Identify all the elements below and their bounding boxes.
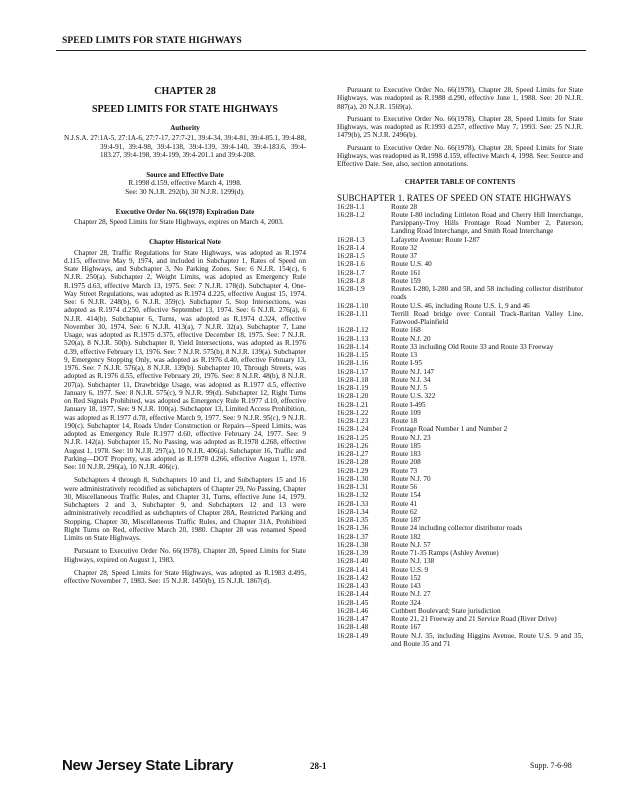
- toc-section-title: Route 182: [391, 532, 421, 541]
- toc-section-title: Route 73: [391, 466, 418, 475]
- toc-section-number: 16:28-1.14: [337, 342, 369, 351]
- toc-section-number: 16:28-1.16: [337, 359, 369, 368]
- toc-section-number: 16:28-1.12: [337, 326, 369, 335]
- history-paragraph-3: Pursuant to Executive Order No. 66(1978), Chapter 28, Speed Limits for State Highways, expired on August 1, 1983.: [64, 547, 306, 564]
- toc-section-number: 16:28-1.13: [337, 334, 369, 343]
- toc-entry: [337, 236, 583, 244]
- toc-section-title: Terrill Road bridge over Conrail Track-Raritan Valley Line, Fanwood-Plainfield: [391, 309, 583, 326]
- toc-section-title: Route 32: [391, 243, 418, 252]
- history-paragraph-2: Subchapters 4 through 8, Subchapters 10 and 11, and Subchapters 15 and 16 were administratively recodified as subchapters of Chapter 29, No Passing, Chapter 30, Miscellaneous Traffic Rules, and Chapter 31, Turns, effective June 14, 1979. Subchapters 2 and 3, Subchapter 9, and Subchapters 12 and 13 were administratively recodified as subchapters of Chapter 28A, Restricted Parking and Stopping, Chapter 30, Miscellaneous Traffic Rules, and Chapter 31A, Prohibited Right Turns on Red, effective March 20, 1980. Chapter 28 was renamed Speed Limits on State Highways.: [64, 476, 306, 542]
- toc-section-number: 16:28-1.25: [337, 433, 369, 442]
- toc-section-number: 16:28-1.46: [337, 606, 369, 615]
- toc-section-title: Route N.J. 20: [391, 334, 431, 343]
- toc-section-title: Route 21, 21 Freeway and 21 Service Road (River Drive): [391, 615, 557, 623]
- toc-section-title: Route 167: [391, 623, 421, 632]
- exec-order-text: Chapter 28, Speed Limits for State Highways, expires on March 4, 2003.: [74, 218, 284, 226]
- toc-section-title: Route 13: [391, 351, 418, 359]
- toc-section-title: Route 41: [391, 499, 418, 508]
- toc-section-number: 16:28-1.38: [337, 540, 369, 549]
- toc-section-number: 16:28-1.32: [337, 491, 369, 500]
- library-stamp: New Jersey State Library: [62, 757, 234, 774]
- toc-entry: [337, 599, 583, 607]
- history-heading: Chapter Historical Note: [149, 238, 221, 247]
- toc-section-number: 16:28-1.3: [337, 235, 365, 244]
- toc-section-title: Route 28: [391, 202, 418, 211]
- toc-entry: [337, 549, 583, 557]
- toc-section-number: 16:28-1.8: [337, 276, 365, 285]
- chapter-title: SPEED LIMITS FOR STATE HIGHWAYS: [92, 104, 278, 115]
- toc-entry: [337, 442, 583, 450]
- toc-section-number: 16:28-1.4: [337, 243, 365, 252]
- toc-entry: [337, 500, 583, 508]
- toc-section-number: 16:28-1.36: [337, 524, 369, 533]
- toc-section-number: 16:28-1.18: [337, 375, 369, 384]
- toc-section-number: 16:28-1.44: [337, 590, 369, 599]
- toc-section-number: 16:28-1.29: [337, 466, 369, 475]
- toc-section-number: 16:28-1.45: [337, 598, 369, 607]
- toc-entry: [337, 483, 583, 491]
- toc-section-title: Lafayette Avenue: Route I-287: [391, 235, 480, 244]
- toc-section-number: 16:28-1.17: [337, 367, 369, 376]
- toc-section-number: 16:28-1.28: [337, 458, 369, 467]
- chapter-number: CHAPTER 28: [154, 86, 216, 97]
- toc-section-title: Route 154: [391, 491, 421, 500]
- toc-section-title: Route N.J. 35, including Higgins Avenue, Route U.S. 9 and 35, and Route 35 and 71: [391, 631, 583, 648]
- toc-entry: [337, 425, 583, 433]
- toc-section-title: Route 187: [391, 516, 421, 524]
- readoption-note-2: Pursuant to Executive Order No. 66(1978), Chapter 28, Speed Limits for State Highways, was readopted as R.1993 d.257, effective May 7, 1993. See: 25 N.J.R. 1479(b), 25 N.J.R. 2496(b).: [337, 114, 583, 140]
- toc-section-number: 16:28-1.43: [337, 582, 369, 590]
- toc-section-title: Route N.J. 34: [391, 375, 431, 384]
- table-of-contents: [337, 203, 583, 649]
- source-line-2: See: 30 N.J.R. 292(b), 30 N.J.R. 1299(d).: [125, 187, 245, 196]
- toc-section-number: 16:28-1.48: [337, 623, 369, 632]
- toc-entry: [337, 368, 583, 376]
- toc-entry: [337, 607, 583, 615]
- toc-section-number: 16:28-1.30: [337, 474, 369, 483]
- toc-section-title: Route 183: [391, 450, 421, 458]
- toc-section-number: 16:28-1.24: [337, 425, 369, 434]
- toc-section-number: 16:28-1.2: [337, 210, 365, 219]
- toc-entry: [337, 359, 583, 367]
- toc-entry: [337, 475, 583, 483]
- toc-section-number: 16:28-1.9: [337, 285, 365, 293]
- toc-entry: [337, 615, 583, 623]
- history-paragraph-4: Chapter 28, Speed Limits for State Highways, was adopted as R.1983 d.495, effective November 7, 1983. See: 15 N.J.R. 1450(b), 15 N.J.R. 1867(d).: [64, 568, 306, 585]
- toc-entry: [337, 285, 583, 302]
- toc-entry: [337, 450, 583, 458]
- toc-entry: [337, 302, 583, 310]
- toc-section-number: 16:28-1.35: [337, 516, 369, 524]
- toc-section-number: 16:28-1.11: [337, 309, 369, 318]
- left-column: [64, 84, 306, 585]
- toc-entry: [337, 260, 583, 268]
- toc-entry: [337, 516, 583, 524]
- authority-heading: Authority: [170, 124, 200, 132]
- toc-section-number: 16:28-1.10: [337, 301, 369, 310]
- toc-section-title: Route 18: [391, 417, 418, 425]
- toc-entry: [337, 252, 583, 260]
- toc-section-number: 16:28-1.37: [337, 532, 369, 541]
- toc-entry: [337, 434, 583, 442]
- toc-section-number: 16:28-1.39: [337, 549, 369, 557]
- toc-section-title: Route I-95: [391, 359, 422, 368]
- toc-section-title: Route 71-35 Ramps (Ashley Avenue): [391, 549, 499, 557]
- toc-section-title: Route U.S. 40: [391, 260, 432, 269]
- toc-section-number: 16:28-1.5: [337, 252, 365, 260]
- toc-section-title: Route I-495: [391, 400, 426, 409]
- toc-entry: [337, 632, 583, 649]
- right-column: [337, 84, 583, 648]
- toc-section-title: Route 109: [391, 408, 421, 417]
- toc-entry: [337, 590, 583, 598]
- exec-order-heading: Executive Order No. 66(1978) Expiration Date: [115, 207, 255, 216]
- subchapter-heading: SUBCHAPTER 1. RATES OF SPEED ON STATE HIGHWAYS: [337, 192, 571, 203]
- toc-entry: [337, 335, 583, 343]
- toc-entry: [337, 417, 583, 425]
- toc-section-title: Route U.S. 322: [391, 392, 436, 401]
- toc-entry: [337, 458, 583, 466]
- toc-section-title: Route 37: [391, 252, 418, 260]
- toc-section-title: Frontage Road Number 1 and Number 2: [391, 425, 508, 434]
- toc-entry: [337, 277, 583, 285]
- toc-entry: [337, 244, 583, 252]
- toc-section-number: 16:28-1.33: [337, 499, 369, 508]
- toc-section-title: Route 62: [391, 507, 418, 516]
- toc-section-title: Route 161: [391, 268, 421, 277]
- toc-entry: [337, 582, 583, 590]
- toc-section-title: Route N.J. 23: [391, 433, 431, 442]
- toc-section-title: Route 24 including collector distributor roads: [391, 524, 523, 533]
- toc-entry: [337, 566, 583, 574]
- toc-entry: [337, 574, 583, 582]
- toc-section-number: 16:28-1.15: [337, 351, 369, 359]
- toc-section-title: Route N.J. 57: [391, 540, 431, 549]
- toc-section-title: Route N.J. 147: [391, 367, 435, 376]
- toc-section-title: Route 143: [391, 582, 421, 590]
- toc-entry: [337, 384, 583, 392]
- toc-section-number: 16:28-1.21: [337, 400, 369, 409]
- toc-entry: [337, 623, 583, 631]
- readoption-note-1: Pursuant to Executive Order No. 66(1978), Chapter 28, Speed Limits for State Highways, was readopted as R.1988 d.290, effective June 1, 1988. See: 20 N.J.R. 887(a), 20 N.J.R. 1569(a).: [337, 86, 583, 111]
- toc-entry: [337, 211, 583, 236]
- source-line-1: R.1998 d.159, effective March 4, 1998.: [128, 179, 242, 188]
- page-number: 28-1: [310, 761, 327, 771]
- toc-entry: [337, 467, 583, 475]
- toc-section-number: 16:28-1.7: [337, 268, 365, 277]
- toc-section-number: 16:28-1.31: [337, 483, 369, 491]
- toc-entry: [337, 557, 583, 565]
- toc-section-number: 16:28-1.49: [337, 631, 369, 640]
- toc-section-title: Route 168: [391, 326, 421, 335]
- toc-entry: [337, 392, 583, 400]
- toc-section-title: Cuthbert Boulevard; State jurisdiction: [391, 606, 501, 615]
- toc-section-title: Route N.J. 5: [391, 384, 427, 392]
- toc-entry: [337, 524, 583, 532]
- toc-entry: [337, 401, 583, 409]
- supplement-date: Supp. 7-6-98: [530, 761, 572, 770]
- authority-text: N.J.S.A. 27:1A-5, 27:1A-6, 27:7-17, 27:7-21, 39:4-34, 39:4-81, 39:4-85.1, 39:4-88, 39:4-91, 39:4-98, 39:4-138, 39:4-139, 39:4-140, 39:4-183.6, 39:4-183.27, 39:4-198, 39:4-199, 39:4-201.1 and 39:4-208.: [64, 134, 306, 159]
- toc-entry: [337, 326, 583, 334]
- toc-section-number: 16:28-1.6: [337, 260, 365, 269]
- toc-section-number: 16:28-1.22: [337, 408, 369, 417]
- table-of-contents-heading: CHAPTER TABLE OF CONTENTS: [404, 178, 516, 187]
- toc-section-number: 16:28-1.47: [337, 615, 369, 623]
- toc-section-title: Route 159: [391, 276, 421, 285]
- toc-entry: [337, 343, 583, 351]
- toc-section-title: Routes I-280, I-280 and 58, and 58 including collector distributor roads: [391, 285, 583, 302]
- toc-section-number: 16:28-1.40: [337, 557, 369, 566]
- toc-section-title: Route N.J. 138: [391, 557, 435, 566]
- toc-section-title: Route 324: [391, 598, 421, 607]
- toc-entry: [337, 310, 583, 327]
- toc-section-title: Route U.S. 9: [391, 565, 429, 574]
- toc-section-title: Route 208: [391, 458, 421, 467]
- header-rule: [56, 50, 586, 51]
- toc-section-number: 16:28-1.27: [337, 450, 369, 458]
- toc-entry: [337, 508, 583, 516]
- toc-section-title: Route N.J. 27: [391, 590, 431, 599]
- toc-section-title: Route 56: [391, 483, 418, 491]
- toc-entry: [337, 269, 583, 277]
- toc-section-number: 16:28-1.26: [337, 441, 369, 450]
- toc-section-number: 16:28-1.42: [337, 573, 369, 582]
- toc-entry: [337, 351, 583, 359]
- toc-section-title: Route 185: [391, 441, 421, 450]
- running-head: SPEED LIMITS FOR STATE HIGHWAYS: [62, 36, 242, 46]
- toc-entry: [337, 541, 583, 549]
- toc-entry: [337, 491, 583, 499]
- toc-entry: [337, 203, 583, 211]
- toc-section-title: Route U.S. 46, including Route U.S. 1, 9 and 46: [391, 301, 530, 310]
- toc-section-title: Route I-80 including Littleton Road and Cherry Hill Interchange, Parsippany-Troy Hills Frontage Road Number 2, Paterson, Landing Road Interchange, and Smith Road Interchange: [391, 210, 583, 236]
- toc-section-number: 16:28-1.1: [337, 202, 365, 211]
- toc-entry: [337, 376, 583, 384]
- toc-section-title: Route 33 including Old Route 33 and Route 33 Freeway: [391, 342, 554, 351]
- toc-section-number: 16:28-1.34: [337, 507, 369, 516]
- history-paragraph-1: Chapter 28, Traffic Regulations for State Highways, was adopted as R.1974 d.115, effective May 9, 1974, and included in Subchapter 1, Rates of Speed on State Highways, and Subchapter 3, No Parking Zones. See: 6 N.J.R. 154(c), 6 N.J.R. 250(a). Subchapter 2, Weight Limits, was adopted as Emergency Rule R.1975 d.63, effective March 13, 1975. See: 7 N.J.R. 178(d). Subchapter 4, One-Way Street Regulations, was adopted as R.1974 d.225, effective August 15, 1974. See: 6 N.J.R. 248(b), 6 N.J.R. 359(c). Subchapter 5, Stop Intersections, was adopted as R.1974 d.250, effective September 13, 1974. See: 6 N.J.R. 276(a), 6 N.J.R. 414(b). Subchapter 6, Turns, was adopted as R.1974 d.324, effective November 30, 1974. See: 6 N.J.R. 413(a), 7 N.J.R. 32(a). Subchapter 7, Lane Usage, was adopted as R.1975 d.375, effective December 18, 1975. See: 7 N.J.R. 520(a), 8 N.J.R. 50(b). Subchapter 8, Yield Intersections, was adopted as R.1976 d.39, effective February 13, 1976. See: 7 N.J.R. 575(b), 8 N.J.R. 139(a). Subchapter 9, Emergency Stopping Only, was adopted as R.1976 d.40, effective February 13, 1976. See: 7 N.J.R. 576(a), 8 N.J.R. 139(b). Subchapter 10, Through Streets, was adopted as R.1976 d.55, effective February 20, 1976. See: 8 N.J.R. 48(b), 8 N.J.R. 207(a). Subchapter 11, Drawbridge Usage, was adopted as R.1977 d.5, effective January 6, 1977. See: 8 N.J.R. 575(c), 9 N.J.R. 99(d). Subchapter 12, Right Turns on Red Signals Prohibited, was adopted as Emergency Rule R.1977 d.10, effective January 18, 1977. See: 9 N.J.R. 100(a). Subchapter 13, Limited Access Prohibition, was adopted as R.1977 d.78, effective March 9, 1977. See: 9 N.J.R. 95(c), 9 N.J.R. 190(c). Subchapter 14, Roads Under Construction or Repairs—Speed Limits, was adopted as Emergency Rule R.1977 d.60, effective February 24, 1977. See: 9 N.J.R. 142(a). Subchapter 15, No Passing, was adopted as R.1978 d.268, effective August 1, 1978. See: 10 N.J.R. 297(a), 10 N.J.R. 406(a). Subchapter 16, Traffic and Parking—DOT Property, was adopted as R.1978 d.266, effective August 1, 1978. See: 10 N.J.R. 296(a), 10 N.J.R. 406(c).: [64, 248, 306, 471]
- source-heading: Source and Effective Date: [146, 171, 224, 179]
- toc-entry: [337, 409, 583, 417]
- toc-section-title: Route N.J. 70: [391, 474, 431, 483]
- readoption-note-3: Pursuant to Executive Order No. 66(1978), Chapter 28, Speed Limits for State Highways, was readopted as R.1998 d.159, effective March 4, 1998. See: Source and Effective Date. See, also, section annotations.: [337, 143, 583, 168]
- toc-section-number: 16:28-1.23: [337, 417, 369, 425]
- toc-section-title: Route 152: [391, 573, 421, 582]
- toc-entry: [337, 533, 583, 541]
- toc-section-number: 16:28-1.41: [337, 565, 369, 574]
- toc-section-number: 16:28-1.20: [337, 392, 369, 401]
- toc-section-number: 16:28-1.19: [337, 384, 369, 392]
